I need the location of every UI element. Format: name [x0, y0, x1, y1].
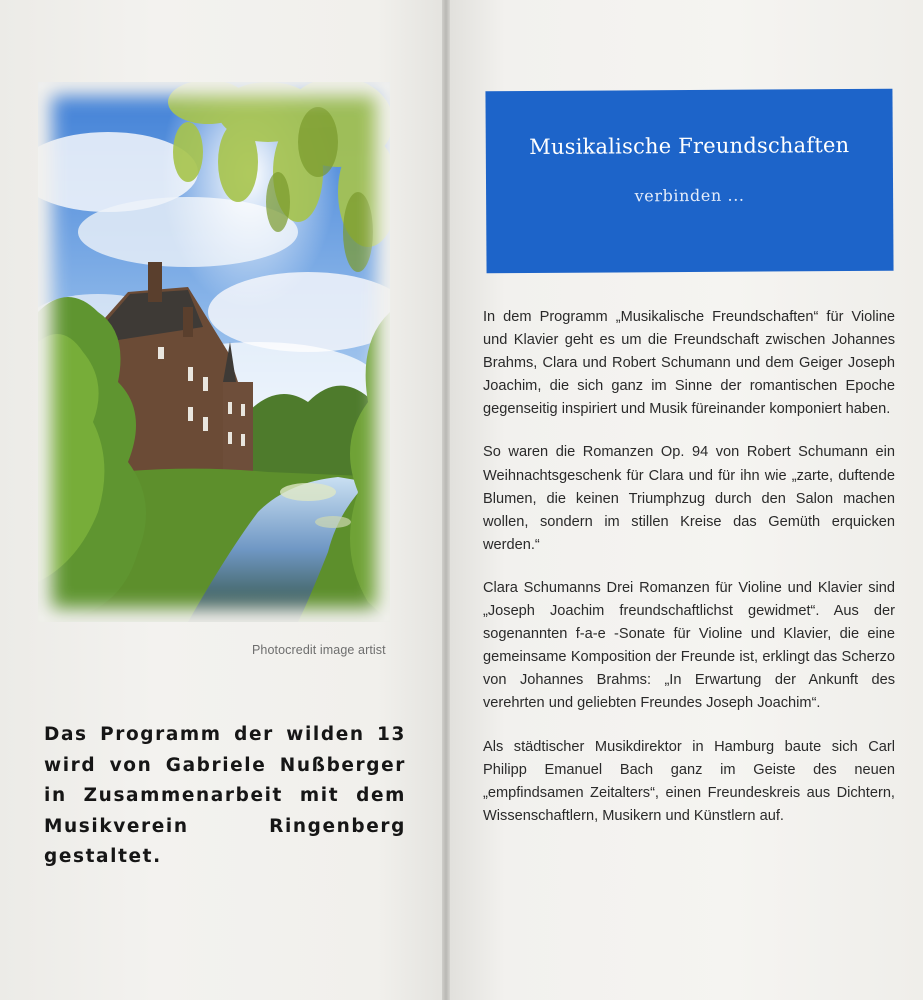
paragraph-program: In dem Programm „Musikalische Freundschaften“ für Violine und Klavier geht es um die Freundschaft zwischen Johannes Brahms, Clara und Robert Schumann und dem Geiger Joseph Joachim, die sich ganz im Sinne der romantischen Epoche gegenseitig inspiriert und Musik füreinander komponiert haben.: [483, 309, 895, 418]
banner-subtitle: verbinden ...: [634, 185, 745, 206]
castle-photo: [38, 82, 390, 622]
body-text: [483, 306, 895, 848]
paragraph-romanzen: So waren die Romanzen Op. 94 von Robert Schumann ein Weihnachtsgeschenk für Clara und für ihn wie „zarte, duftende Blumen, die keinen Triumphzug durch den Salon machen wollen, sondern im stillen Kreise das Gemüth erquicken werden.“: [483, 444, 895, 553]
paragraph-clara: Clara Schumanns Drei Romanzen für Violine und Klavier sind „Joseph Joachim freundschaftlichst gewidmet“. Aus der sogenannten f-a-e -Sonate für Violine und Klavier, die eine gemeinsame Komposition der Freunde ist, erklingt das Scherzo von Johannes Brahms: „In Erwartung der Ankunft des verehrten und geliebten Freundes Joseph Joachim“.: [483, 579, 895, 712]
photo-credit: Photocredit image artist: [252, 643, 386, 657]
program-statement: Das Programm der wilden 13 wird von Gabriele Nußberger in Zusammenarbeit mit dem Musikverein Ringenberg gestaltet.: [44, 724, 406, 867]
banner-title: Musikalische Freundschaften: [529, 133, 850, 159]
title-banner: [485, 89, 893, 273]
paragraph-bach: Als städtischer Musikdirektor in Hamburg baute sich Carl Philipp Emanuel Bach ganz im Geiste des neuen „empfindsamen Zeitalters“, einen Freundeskreis aus Dichtern, Wissenschaftlern, Musikern und Künstlern auf.: [483, 738, 895, 824]
castle-photo-image: [38, 82, 390, 622]
page-fold: [442, 0, 450, 1000]
